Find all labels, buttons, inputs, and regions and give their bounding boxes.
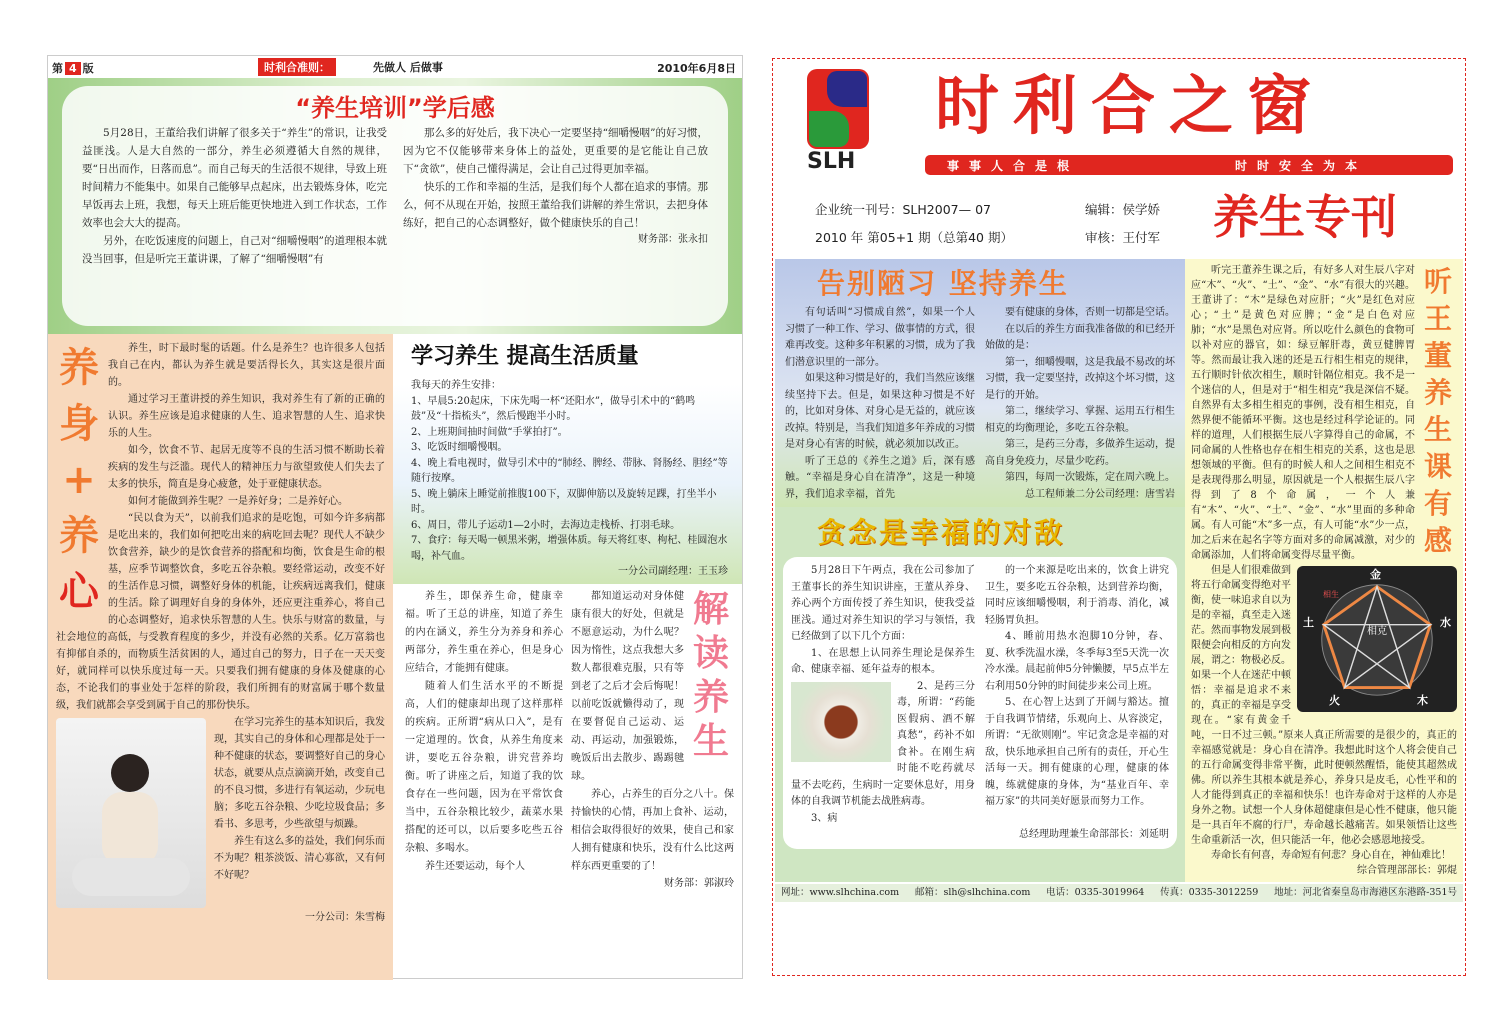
special-issue-title: 养生专刊 [1213, 190, 1397, 244]
footer [775, 884, 1463, 902]
left-lower-row [48, 334, 742, 980]
right-left-column [775, 259, 1185, 882]
wuxing-diagram [1297, 566, 1457, 712]
slogan-left: 事事人合是根 [947, 159, 1080, 173]
article-lecture-author: 综合管理部部长：郭焜 [1357, 865, 1457, 876]
left-page [47, 55, 743, 979]
page-header [48, 56, 742, 78]
wuxing-node-metal: 金 [1370, 568, 1381, 581]
article-interpret-author: 财务部：郭淑玲 [664, 878, 734, 889]
article-lecture [1185, 259, 1463, 882]
masthead-title: 时利合之窗 [935, 70, 1325, 144]
motto: 先做人 后做事 [373, 61, 443, 74]
wuxing-node-water: 水 [1440, 616, 1451, 629]
wuxing-center: 相克 [1367, 626, 1387, 637]
right-body [773, 259, 1465, 882]
issue-info [815, 196, 1013, 252]
article-study-title: 学习养生 提高生活质量 [411, 344, 639, 369]
logo-text: SLH [807, 149, 856, 174]
page-prefix: 第 [52, 62, 63, 75]
page-suffix: 版 [82, 62, 94, 75]
slogan-bar [925, 155, 1453, 175]
article-interpret [393, 584, 742, 896]
logo [807, 69, 869, 177]
article-body-mind-text: 养 身 + 养 心 养生，时下最时髦的话题。什么是养生？也许很多人包括我自己在内，都认为养生就是要活得长久，其实这是很片面的。 通过学习王董讲授的养生知识，我对养生有了新的正确的认识。养生应该是追求健康的人生、追求智慧的人生、追求快乐的人生。 如今，饮食不节、起居无度等不良的生活习惯不断助长着疾病的发生与泛滥。现代人的精神压力与欲望致使人们失去了太多的快乐，简直是身心疲惫，处于亚健康状态。 如何才能做到养生呢？一是养好身；二是养好心。 “民以食为天”，以前我们追求的是吃饱，可如今许多病都是吃出来的，我们如何把吃出来的病吃回去呢？现代人不缺少饮食营养，缺少的是饮食营养的搭配和均衡，饮食是生命的根基，应季节调整饮食，多吃五谷杂粮。要经常运动，改变不好的生活作息习惯，调整好身体的机能，让疾病远离我们，健康的生活。除了调理好自身的身体外，还应更注重养心，将自己的心态调整好，追求快乐智慧的人生。快乐与财富的数量，与社会地位的高低，与受教育程度的多少，并没有必然的关系。亿万富翁也有抑郁自杀的，而物质生活贫困的人，通过自己的努力，日子在一天天变好，就同样可以快乐度过每一天。只要我们拥有健康的身体及健康的心态，不论我们的事业处于怎样的阶段，我们所拥有的财富属于哪个数量级，我们就都会享受到属于自己的那份快乐。 在学习完养生的基本知识后，我发现，其实自己的身体和心理都是处于一种不健康的状态，要调整好自己的身心状态，就要从点点滴滴开始，改变自己的不良习惯，多进行有氧运动，少玩电脑；多吃五谷杂粮、少吃垃圾食品；多看书、多思考，少些欲望与烦躁。 养生有这么多的益处，我们何乐而不为呢？粗茶淡饭、清心寡欲，又有何不好呢？ 一分公司：朱雪梅 [56, 340, 385, 926]
wuxing-node-wood: 木 [1417, 694, 1428, 707]
right-page [772, 58, 1466, 976]
article-habits [775, 259, 1185, 507]
middle-column [393, 334, 742, 896]
article-training [48, 78, 742, 334]
slogan-right: 时时安全为本 [1235, 159, 1368, 173]
article-study-author: 一分公司副经理：王玉珍 [618, 566, 728, 577]
footer-website[interactable]: 网址：www.slhchina.com [781, 887, 900, 898]
motto-label: 时利合准则： [258, 58, 336, 76]
article-lecture-text1: 听王董养生课有感 听完王董养生课之后，有好多人对生辰八字对应“木”、“火”、“土”、“金”、“水”有很大的兴趣。王董讲了：“木”是绿色对应肝；“火”是红色对应心；“土”是黄色对应脾；“金”是白色对应肺；“水”是黑色对应肾。所以吃什么颜色的食物可以补对应的器官，如：绿豆解肝毒，黄豆健脾胃等。然而最让我入迷的还是五行相生相克的规律，五行顺时针依次相生，顺时针隔位相克。我不是一个迷信的人，但是对于“相生相克”我是深信不疑。自然界有太多相生相克的事例，没有相生相克，自然界便不能循环平衡。这也是经过科学论证的。同样的道理，人们根据生辰八字算得自己的命属，不同命属的人性格也存在相生相克的关系，这也是思想领域的平衡。但有的时候人和人之间相生相克不是表现得那么明显，原因就是一个人根据生辰八字得到了8个命属，一个人兼有“木”、“火”、“土”、“金”、“水”里面的多种命属。有人可能“木”多一点，有人可能“水”少一点，加之后来在起名字等方面对多的命属减激，对少的命属添加，人们将命属变得尽量平衡。 相克 金 水 木 火 土 相生 但是人们很难做到将五行命属变得绝对平衡，使一味追求自以为是的幸福，真至走入迷茫。然而事物发展到极限便会向相反的方向发展，谓之：物极必反。如果一个人在迷茫中顿悟：幸福是追求不来的，真正的幸福是享受现在。“家有黄金千吨，一日不过三顿。”原来人真正所需要的是很少的，真正的幸福感觉就是：身心自在清净。我想此时这个人将会使自己的五行命属变得非常平衡，此时便顿然醒悟，能使其超然成佛。所以养生其根本就是养心，养身只是皮毛，心性平和的人才能得到真正的幸福和快乐！也许寿命对于这样的人亦是身外之物。试想一个人身体超健康但是心性不健康，他只能是一具百年不腐的行尸，寿命越长越痛苦。如果领悟让这些生命重新活一次，但只能活一年，他必会感恩地接受。 寿命长有何喜，寿命短有何悲？身心自在，神仙难比！ 综合管理部部长：郭焜 [1191, 265, 1457, 876]
article-training-col1: 5月28日，王董给我们讲解了很多关于“养生”的常识，让我受益匪浅。人是大自然的一部分，养生必须遵循大自然的规律，要“日出而作，日落而息”。而自己每天的生活很不规律，导致上班时间精力不能集中。如果自己能够早点起床，出去锻炼身体，吃完早饭再去上班，我想，每天上班后能更快地进入到工作状态，工作效率也会大大的提高。 另外，在吃饭速度的问题上，自己对“细嚼慢咽”的道理根本就没当回事，但是听完王董讲课，了解了“细嚼慢咽”有 [82, 127, 387, 265]
page-num: 4 [65, 62, 81, 75]
article-body-mind-author: 一分公司：朱雪梅 [305, 912, 385, 923]
article-body-mind-title: 养 身 + 养 心 [59, 345, 99, 615]
article-training-title: “养生培训”学后感 [295, 94, 495, 122]
article-lecture-title: 听王董养生课有感 [1423, 265, 1452, 557]
wuxing-node-earth: 土 [1303, 616, 1314, 629]
reviewer: 审核：王付军 [1085, 230, 1161, 245]
article-habits-title: 告别陋习 坚持养生 [817, 267, 1069, 300]
article-interpret-title: 解读养生 [692, 589, 729, 762]
article-training-author: 财务部：张永扣 [638, 234, 708, 245]
article-greed-author: 总经理助理兼生命部部长：刘延明 [1019, 829, 1169, 840]
article-greed-col2: 的一个来源是吃出来的，饮食上讲究卫生，要多吃五谷杂粮，达到营养均衡，同时应该细嚼慢咽，利于消毒、消化，减轻肠胃负担。 4、睡前用热水泡脚10分钟，春、夏、秋季洗温水澡，冬季每3至5天洗一次冷水澡。晨起前伸5分钟懒腰，早5点半左右利用50分钟的时间徒步来公司上班。 5、在心智上达到了开阔与豁达。擅于自我调节情绪，乐观向上、从容淡定，所谓：“无欲则刚”。牢记贪念是幸福的对敌，快乐地承担自己所有的责任，开心生活每一天。拥有健康的心理，健康的体魄，练就健康的身体，为“基业百年、幸福万家”的共同美好愿景而努力工作。 [985, 565, 1169, 807]
footer-fax: 传真：0335-3012259 [1160, 887, 1259, 898]
article-habits-author: 总工程师兼二分公司经理：唐雪岩 [1025, 488, 1175, 500]
wuxing-relation: 相生 [1323, 590, 1339, 599]
article-body-mind [48, 334, 393, 980]
masthead [773, 59, 1465, 259]
issn: 企业统一刊号：SLH2007— 07 [815, 202, 991, 217]
issue-number: 2010 年 第05+1 期（总第40 期） [815, 230, 1013, 245]
article-training-col2: 那么多的好处后，我下决心一定要坚持“细嚼慢咽”的好习惯，因为它不仅能够带来身体上的益处，更重要的是它能让自己放下“贪欲”，使自己懂得满足，会让自己过得更加幸福。 快乐的工作和幸福的生活，是我们每个人都在追求的事情。那么，何不从现在开始，按照王董给我们讲解的养生常识，去把身体练好，把自己的心态调整好，做个健康快乐的自己！ 财务部：张永扣 [403, 124, 708, 268]
editor: 编辑：侯学娇 [1085, 202, 1161, 217]
footer-address: 地址：河北省秦皇岛市海港区东港路-351号 [1274, 887, 1457, 898]
yoga-photo [56, 718, 206, 908]
footer-email[interactable]: 邮箱：slh@slhchina.com [914, 887, 1031, 898]
article-study [393, 334, 742, 584]
wuxing-chart [1297, 566, 1457, 712]
staff-info [1085, 196, 1160, 252]
page-number [52, 60, 94, 76]
article-greed-col1: 5月28日下午两点，我在公司参加了王董事长的养生知识讲座，王董从养身、养心两个方面传授了养生知识，使我受益匪浅。通过对养生知识的学习与领悟，我已经做到了以下几个方面： 1、在思想上认同养生理论是保养生命、健康幸福、延年益寿的根本。 2、是药三分毒，所谓：“药能医假病、酒不解真愁”，药补不如食补。在刚生病时能不吃药就尽量不去吃药，生病时一定要休息好，用身体的自我调节机能去战胜病毒。 3、病 [791, 565, 975, 824]
article-interpret-col1: 养生，即保养生命，健康幸福。听了王总的讲座，知道了养生的内在涵义，养生分为养身和养心两部分，养生重在养心，但是身心应结合，才能拥有健康。 随着人们生活水平的不断提高，人们的健康却出现了这样那样的疾病。正所谓“病从口入”，是有一定道理的。饮食，从养生角度来讲，要吃五谷杂粮，讲究营养均衡。听了讲座之后，知道了我的饮食存在一些问题，因为在平常饮食当中，五谷杂粮比较少，蔬菜水果搭配的还可以，以后要多吃些五谷杂粮、多喝水。 养生还要运动，每个人 [405, 591, 563, 872]
wuxing-node-fire: 火 [1329, 694, 1340, 707]
article-habits-col1: 有句话叫“习惯成自然”，如果一个人习惯了一种工作、学习、做事情的方式，很难再改变。这种多年积累的习惯，成为了我们潜意识里的一部分。 如果这种习惯是好的，我们当然应该继续坚持下去。但是，如果这种习惯是不好的，比如对身体、对身心是无益的，就应该改掉。特别是，当我们知道多年养成的习惯是对身心有害的时候，就必须加以改正。 听了王总的《养生之道》后，深有感触。“幸福是身心自在清净”，这是一种境界，我们追求幸福，首先 [785, 307, 975, 500]
article-greed-title: 贪念是幸福的对敌 [817, 516, 1066, 549]
issue-date: 2010年6月8日 [657, 62, 736, 75]
article-interpret-col2: 解读养生 都知道运动对身体健康有很大的好处，但就是不愿意运动，为什么呢？因为惰性，这点我想大多数人都很难克服，只有等到老了之后才会后悔呢！以前吃饭就懒得动了，现在要督促自己运动、运动、再运动，加强锻炼，晚饭后出去散步、踢踢毽球。 养心，占养生的百分之八十。保持愉快的心情，再加上食补、运动，相信会取得很好的效果，使自己和家人拥有健康和快乐，没有什么比这两样东西更重要的了！ [571, 589, 734, 872]
article-habits-col2: 要有健康的身体，否则一切都是空话。 在以后的养生方面我准备做的和已经开始做的是： 第一，细嚼慢咽，这是我最不易改的坏习惯，我一定要坚持，改掉这个坏习惯，这是行的开始。 第二，继续学习、掌握、运用五行相生相克的均衡理论，多吃五谷杂粮。 第三，是药三分毒，多做养生运动，提高自身免疫力，尽量少吃药。 第四，每周一次锻炼，定在周六晚上。 总工程师兼二分公司经理：唐雪岩 [985, 305, 1175, 503]
article-study-text: 我每天的养生安排： 1、早晨5:20起床，下床先喝一杯“还阳水”，做导引术中的“鹤鸣鼓”及“十指梳头”，然后慢跑半小时。 2、上班期间抽时间做“手掌拍打”。 3、吃饭时细嚼慢咽。 4、晚上看电视时，做导引术中的“肺经、脾经、带脉、肾肠经、胆经”等随行按摩。 5、晚上躺床上睡觉前推腹100下，双脚伸筋以及旋转足踝，打坐半小时。 6、周日，带儿子运动1—2小时，去海边走栈桥、打羽毛球。 7、食疗：每天喝一顿黑米粥，增强体质。每天将红枣、枸杞、桂圆泡水喝，补气血。 [411, 380, 728, 562]
food-photo [791, 682, 891, 762]
footer-phone: 电话：0335-3019964 [1046, 887, 1145, 898]
article-greed [775, 507, 1185, 882]
